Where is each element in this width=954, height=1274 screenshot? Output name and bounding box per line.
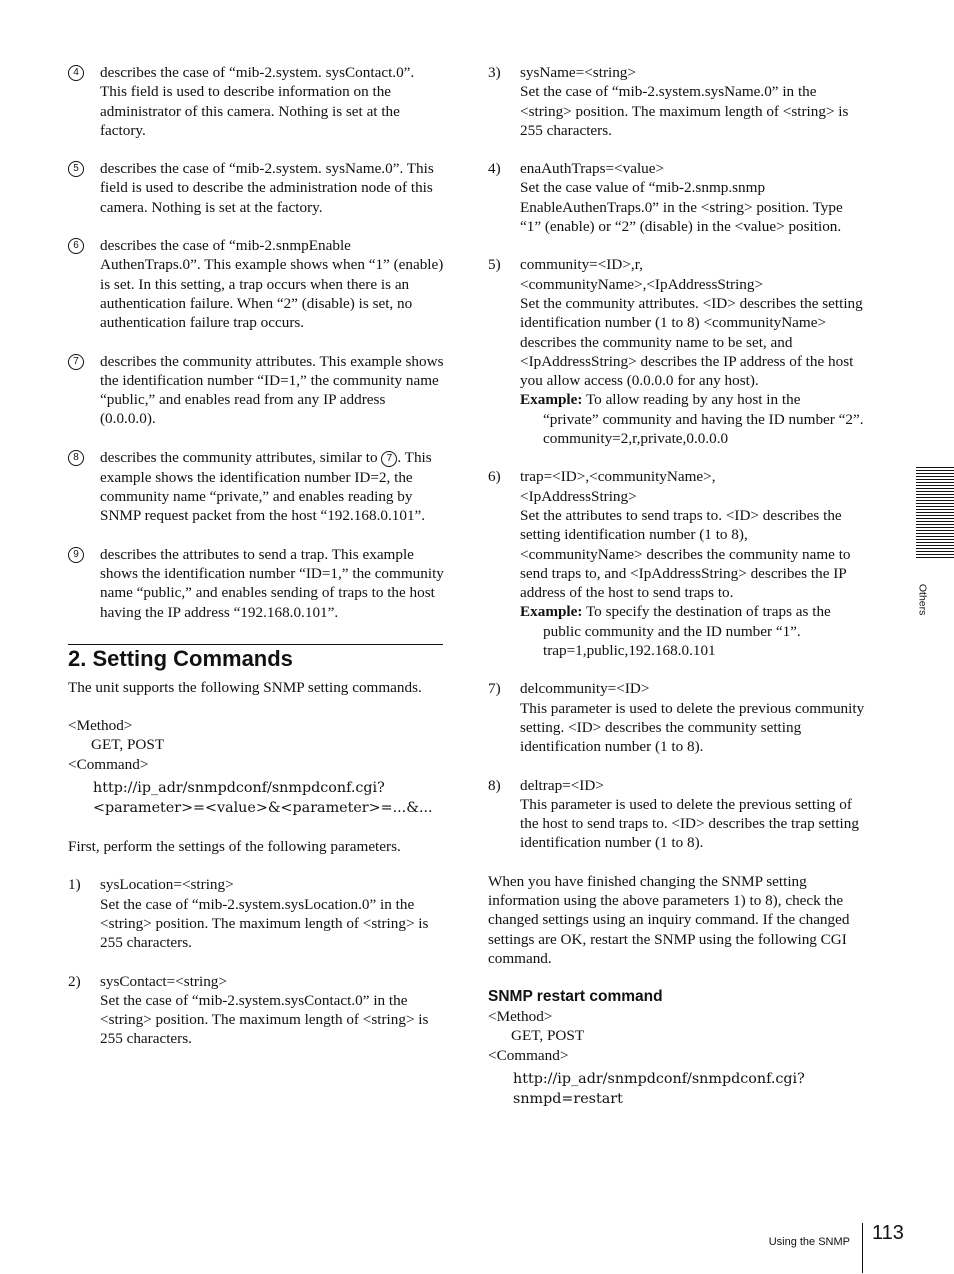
command-url: http://ip_adr/snmpdconf/snmpdconf.cgi? bbox=[513, 1071, 805, 1088]
example-line bbox=[520, 602, 866, 621]
example-code: community=2,r,private,0.0.0.0 bbox=[543, 430, 729, 448]
item-text-a: describes the community attributes, similar to bbox=[100, 448, 382, 466]
param-desc: Set the case of “mib-2.system.sysContact.0” in the <string> position. The maximum length of <string> is 255 characters. bbox=[100, 991, 429, 1048]
param-desc: Set the community attributes. <ID> describes the setting identification number (1 to 8) <communityName> describes the community name to be set, and <IpAddressString> describes the IP address of the host you allow access (0.0.0.0 for any host). bbox=[520, 294, 863, 390]
param-number: 7) bbox=[488, 680, 501, 698]
circled-number-9: 9 bbox=[68, 547, 84, 563]
item-text: describes the case of “mib-2.snmpEnable AuthenTraps.0”. This example shows when “1” (enable) is set. In this setting, a trap occurs when there is an authentication failure. When “2” (disable) is set, no authentication failure trap occurs. bbox=[100, 237, 444, 332]
param-item bbox=[68, 875, 444, 952]
param-title: community=<ID>,r, bbox=[520, 256, 643, 274]
param-number: 8) bbox=[488, 776, 501, 794]
item-text: describes the attributes to send a trap. This example shows the identification number “ID=1,” the community name “public,” and enables sending of traps to the host having the IP address “192.168.0.101”. bbox=[100, 545, 444, 621]
param-title: delcommunity=<ID> bbox=[520, 680, 650, 698]
method-value: GET, POST bbox=[511, 1027, 585, 1045]
example-line bbox=[520, 390, 866, 409]
example-text: To specify the destination of traps as the bbox=[582, 603, 831, 621]
method-label: <Method> bbox=[68, 717, 133, 735]
param-item bbox=[488, 679, 866, 756]
param-title: deltrap=<ID> bbox=[520, 776, 604, 794]
right-column bbox=[488, 63, 866, 1109]
param-item bbox=[488, 63, 866, 140]
param-title: sysContact=<string> bbox=[100, 972, 227, 990]
instruction-text: First, perform the settings of the following parameters. bbox=[68, 838, 401, 856]
method-value: GET, POST bbox=[91, 736, 165, 754]
footer-divider bbox=[862, 1223, 863, 1273]
item-text: describes the case of “mib-2.system. sysContact.0”. This field is used to describe information on the administrator of this camera. Nothing is set at the factory. bbox=[100, 64, 415, 139]
example-label: Example: bbox=[520, 391, 583, 409]
param-item bbox=[488, 467, 866, 660]
example-code: trap=1,public,192.168.0.101 bbox=[543, 642, 716, 660]
param-title: enaAuthTraps=<value> bbox=[520, 160, 665, 178]
param-number: 1) bbox=[68, 876, 81, 894]
param-desc: This parameter is used to delete the previous setting of the host to send traps to. <ID> describes the trap setting identification number (1 to 8). bbox=[520, 795, 859, 852]
section-tab-marker bbox=[916, 467, 954, 559]
circled-number-4: 4 bbox=[68, 65, 84, 81]
param-desc: Set the case of “mib-2.system.sysLocation.0” in the <string> position. The maximum length of <string> is 255 characters. bbox=[100, 895, 429, 952]
command-params: <parameter>=<value>&<parameter>=...&... bbox=[93, 800, 433, 817]
page-number: 113 bbox=[872, 1222, 904, 1244]
param-number: 3) bbox=[488, 64, 501, 81]
param-number: 2) bbox=[68, 972, 81, 990]
param-desc: This parameter is used to delete the previous community setting. <ID> describes the community setting identification number (1 to 8). bbox=[520, 699, 865, 756]
circled-reference: 7 bbox=[381, 451, 397, 467]
circled-number-8: 8 bbox=[68, 450, 84, 466]
circled-number-6: 6 bbox=[68, 238, 84, 254]
list-item bbox=[68, 352, 444, 429]
circled-number-5: 5 bbox=[68, 161, 84, 177]
command-label: <Command> bbox=[68, 755, 149, 773]
param-item bbox=[488, 776, 866, 853]
param-number: 5) bbox=[488, 256, 501, 274]
example-text: To allow reading by any host in the bbox=[582, 391, 801, 409]
example-label: Example: bbox=[520, 603, 583, 621]
item-text: describes the community attributes. This example shows the identification number “ID=1,” the community name “public,” and enables read from any IP address (0.0.0.0). bbox=[100, 352, 444, 428]
param-number: 6) bbox=[488, 468, 501, 486]
section-tab-label: Others bbox=[916, 583, 929, 616]
param-desc: Set the attributes to send traps to. <ID> describes the setting identification number (1 to 8), <communityName> describes the community name to send traps to, and <IpAddressString> describes the IP address of the host to send traps to. bbox=[520, 506, 851, 602]
list-item bbox=[68, 159, 444, 217]
param-title: sysLocation=<string> bbox=[100, 876, 234, 894]
command-url: http://ip_adr/snmpdconf/snmpdconf.cgi? bbox=[93, 780, 385, 797]
param-number: 4) bbox=[488, 160, 501, 178]
param-desc: Set the case of “mib-2.system.sysName.0” in the <string> position. The maximum length of <string> is 255 characters. bbox=[520, 83, 849, 139]
section-heading: 2. Setting Commands bbox=[68, 644, 443, 672]
item-text bbox=[100, 448, 444, 526]
param-title-cont: <communityName>,<IpAddressString> bbox=[520, 275, 764, 293]
param-title: trap=<ID>,<communityName>, bbox=[520, 468, 716, 486]
circled-number-7: 7 bbox=[68, 354, 84, 370]
param-item bbox=[68, 972, 444, 1049]
list-item bbox=[68, 545, 444, 622]
list-item bbox=[68, 63, 444, 140]
list-item bbox=[68, 236, 444, 332]
restart-heading: SNMP restart command bbox=[488, 988, 663, 1006]
param-item bbox=[488, 255, 866, 448]
left-column bbox=[68, 63, 444, 1068]
list-item bbox=[68, 448, 444, 526]
footer-section-label: Using the SNMP bbox=[768, 1236, 850, 1248]
finish-text: When you have finished changing the SNMP setting information using the above parameters 1) to 8), check the changed settings using an inquiry command. If the changed settings are OK, restart the SNMP using the following CGI command. bbox=[488, 872, 850, 967]
param-title-cont: <IpAddressString> bbox=[520, 487, 637, 505]
intro-text: The unit supports the following SNMP setting commands. bbox=[68, 678, 422, 696]
example-cont: public community and the ID number “1”. bbox=[543, 622, 801, 640]
command-label: <Command> bbox=[488, 1046, 569, 1064]
command-params: snmpd=restart bbox=[513, 1091, 623, 1108]
item-text-b: . This example shows the identification number ID=2, the community name “private,” and enables reading by SNMP request packet from the host “192.168.0.101”. bbox=[100, 448, 432, 525]
method-label: <Method> bbox=[488, 1008, 553, 1026]
param-item bbox=[488, 159, 866, 236]
example-cont: “private” community and having the ID number “2”. bbox=[543, 410, 864, 428]
item-text: describes the case of “mib-2.system. sysName.0”. This field is used to describe the administration node of this camera. Nothing is set at the factory. bbox=[100, 160, 434, 216]
param-title: sysName=<string> bbox=[520, 64, 636, 81]
param-desc: Set the case value of “mib-2.snmp.snmp EnableAuthenTraps.0” in the <string> position. Type “1” (enable) or “2” (disable) in the <value> position. bbox=[520, 179, 843, 236]
